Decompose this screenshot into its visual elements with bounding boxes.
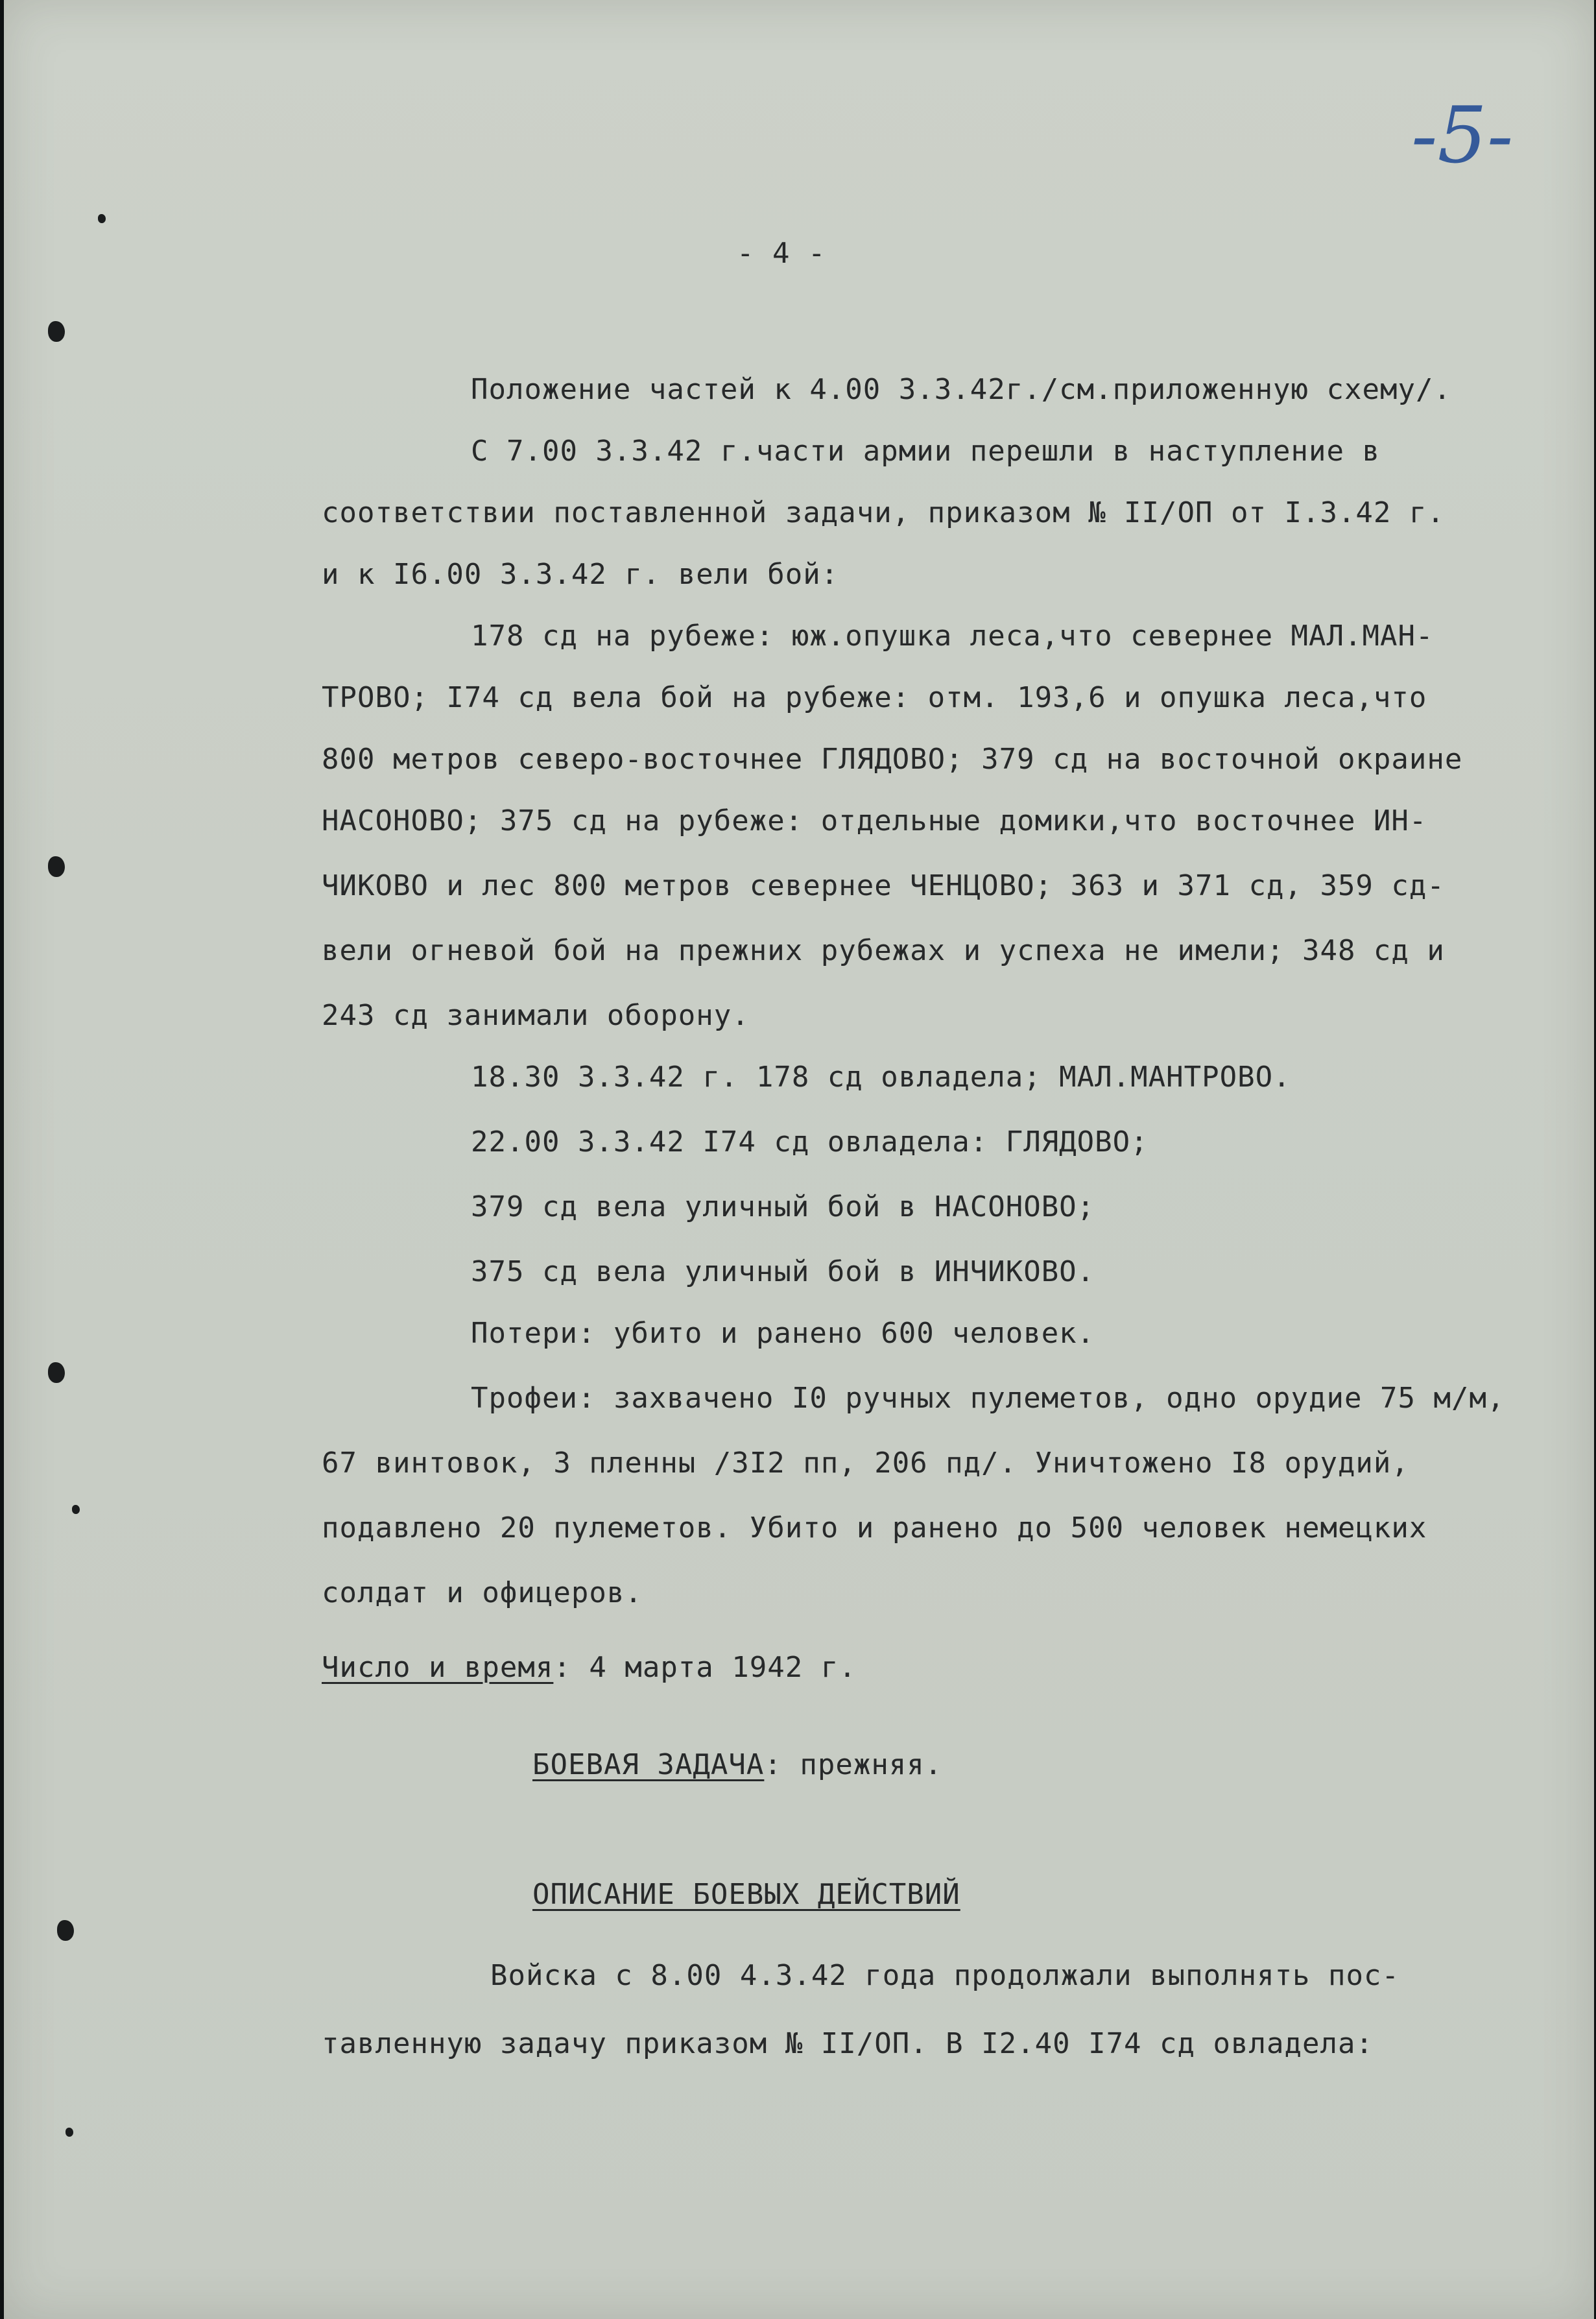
body-line: Положение частей к 4.00 3.3.42г./см.приложенную схему/. bbox=[471, 373, 1451, 406]
body-line: соответствии поставленной задачи, приказом № II/ОП от I.3.42 г. bbox=[322, 496, 1445, 529]
binding-hole bbox=[98, 214, 106, 223]
body-line: 375 сд вела уличный бой в ИНЧИКОВО. bbox=[471, 1255, 1095, 1288]
binding-hole bbox=[57, 1920, 74, 1941]
body-line: 800 метров северо-восточнее ГЛЯДОВО; 379 сд на восточной окраине bbox=[322, 743, 1463, 776]
task-value: : прежняя. bbox=[764, 1748, 943, 1781]
ops-heading: ОПИСАНИЕ БОЕВЫХ ДЕЙСТВИЙ bbox=[532, 1878, 960, 1911]
body-line: 178 сд на рубеже: юж.опушка леса,что севернее МАЛ.МАН- bbox=[471, 619, 1434, 653]
body-line: ТРОВО; I74 сд вела бой на рубеже: отм. 193,6 и опушка леса,что bbox=[322, 681, 1427, 714]
body-line: 379 сд вела уличный бой в НАСОНОВО; bbox=[471, 1190, 1095, 1223]
body-line: НАСОНОВО; 375 сд на рубеже: отдельные домики,что восточнее ИН- bbox=[322, 804, 1427, 837]
binding-hole bbox=[48, 856, 65, 877]
body-line: 67 винтовок, 3 пленны /3I2 пп, 206 пд/. Уничтожено I8 орудий, bbox=[322, 1447, 1409, 1480]
body-line: Потери: убито и ранено 600 человек. bbox=[471, 1317, 1095, 1350]
archive-page-number: -5- bbox=[1411, 91, 1514, 181]
body-line: солдат и офицеров. bbox=[322, 1576, 643, 1609]
body-line: 243 сд занимали оборону. bbox=[322, 999, 750, 1032]
binding-hole bbox=[66, 2128, 73, 2137]
body-line: ЧИКОВО и лес 800 метров севернее ЧЕНЦОВО; 363 и 371 сд, 359 сд- bbox=[322, 869, 1445, 902]
date-label: Число и время bbox=[322, 1651, 554, 1684]
binding-hole bbox=[48, 321, 65, 342]
body-line: Трофеи: захвачено I0 ручных пулеметов, одно орудие 75 м/м, bbox=[471, 1382, 1505, 1415]
body-line: 18.30 3.3.42 г. 178 сд овладела; МАЛ.МАНТРОВО. bbox=[471, 1061, 1291, 1094]
task-label: БОЕВАЯ ЗАДАЧА bbox=[532, 1748, 765, 1781]
ops-line: тавленную задачу приказом № II/ОП. В I2.40 I74 сд овладела: bbox=[322, 2027, 1374, 2060]
page-number: - 4 - bbox=[737, 237, 826, 270]
date-line bbox=[322, 1651, 857, 1684]
document-page bbox=[4, 0, 1594, 2319]
body-line: вели огневой бой на прежних рубежах и успеха не имели; 348 сд и bbox=[322, 934, 1445, 967]
date-value: : 4 марта 1942 г. bbox=[553, 1651, 857, 1684]
body-line: и к I6.00 3.3.42 г. вели бой: bbox=[322, 558, 839, 591]
binding-hole bbox=[72, 1505, 80, 1514]
body-line: 22.00 3.3.42 I74 сд овладела: ГЛЯДОВО; bbox=[471, 1125, 1149, 1159]
ops-line: Войска с 8.00 4.3.42 года продолжали выполнять пос- bbox=[490, 1959, 1400, 1992]
binding-hole bbox=[48, 1362, 65, 1383]
body-line: подавлено 20 пулеметов. Убито и ранено до 500 человек немецких bbox=[322, 1511, 1427, 1544]
task-line bbox=[532, 1748, 942, 1781]
body-line: С 7.00 3.3.42 г.части армии перешли в наступление в bbox=[471, 435, 1381, 468]
